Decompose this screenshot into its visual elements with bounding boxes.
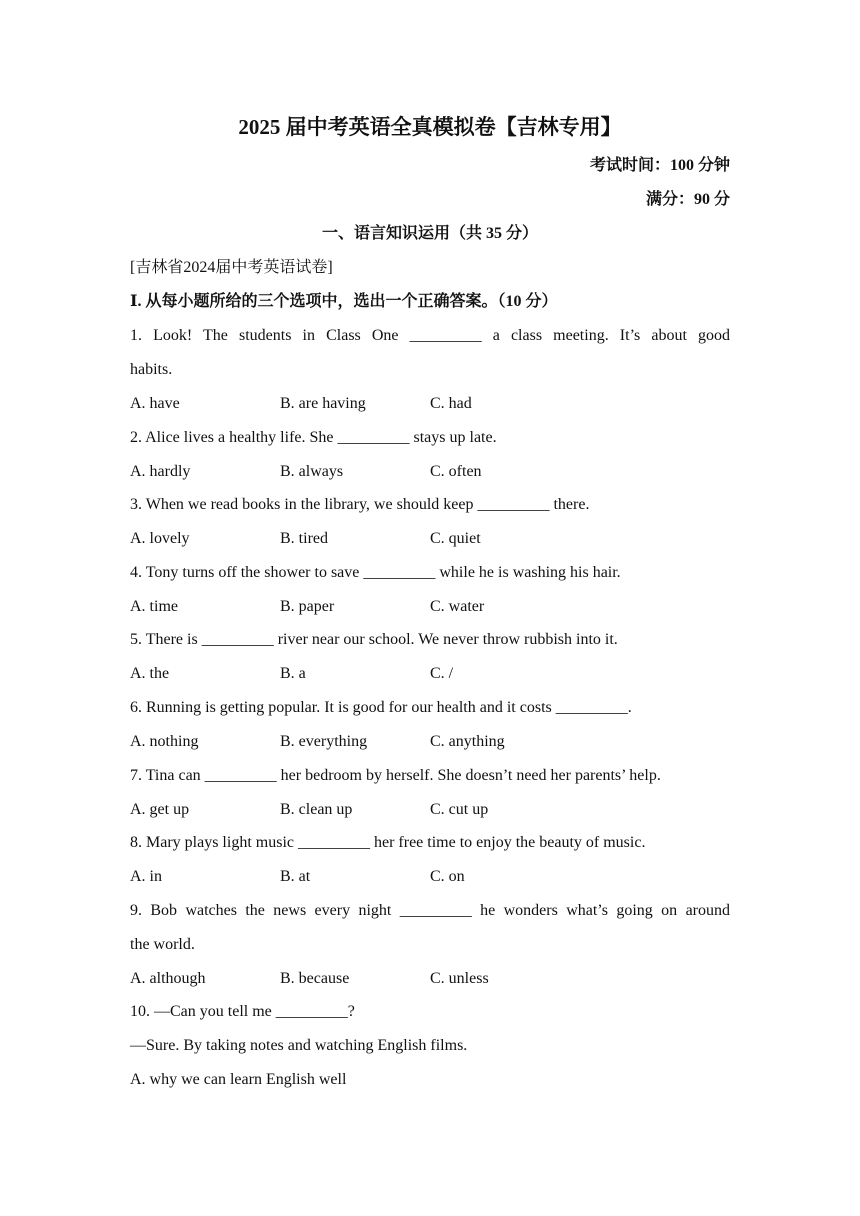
question-stem: 4. Tony turns off the shower to save _________ while he is washing his hair.: [130, 564, 621, 581]
source-note: [吉林省2024届中考英语试卷]: [130, 259, 333, 276]
option-c: C. quiet: [430, 530, 481, 547]
full-score: 满分：90 分: [645, 191, 730, 208]
option-c: C. cut up: [430, 801, 489, 818]
question-stem: 7. Tina can _________ her bedroom by herself. She doesn’t need her parents’ help.: [130, 767, 661, 784]
section-title: 一、语言知识运用（共 35 分）: [321, 225, 538, 242]
question-stem: 9. Bob watches the news every night _________ he wonders what’s going on around: [130, 902, 730, 919]
option-a: A. have: [130, 395, 180, 412]
question-stem-continued: the world.: [130, 936, 195, 953]
option-c: C. on: [430, 868, 465, 885]
dialogue-reply: —Sure. By taking notes and watching English films.: [130, 1037, 468, 1054]
exam-title: 2025 届中考英语全真模拟卷【吉林专用】: [238, 115, 622, 139]
option-b: B. always: [280, 463, 344, 480]
option-b: B. at: [280, 868, 311, 885]
option-c: C. /: [430, 665, 454, 682]
question-stem: 8. Mary plays light music _________ her free time to enjoy the beauty of music.: [130, 834, 646, 851]
option-c: C. water: [430, 598, 485, 615]
question-stem-continued: habits.: [130, 361, 173, 378]
option-b: B. a: [280, 665, 306, 682]
question-stem: 3. When we read books in the library, we should keep _________ there.: [130, 496, 590, 513]
option-a: A. although: [130, 970, 206, 987]
question-stem: 5. There is _________ river near our school. We never throw rubbish into it.: [130, 631, 618, 648]
option-b: B. everything: [280, 733, 368, 750]
option-c: C. had: [430, 395, 472, 412]
option-c: C. anything: [430, 733, 505, 750]
option-b: B. paper: [280, 598, 335, 615]
option-a: A. nothing: [130, 733, 199, 750]
option-b: B. tired: [280, 530, 328, 547]
option-a: A. lovely: [130, 530, 190, 547]
option-b: B. clean up: [280, 801, 353, 818]
option-c: C. often: [430, 463, 482, 480]
question-stem: 6. Running is getting popular. It is good for our health and it costs _________.: [130, 699, 632, 716]
option-a: A. why we can learn English well: [130, 1071, 347, 1088]
question-stem: 10. —Can you tell me _________?: [130, 1003, 355, 1020]
option-b: B. are having: [280, 395, 366, 412]
option-a: A. time: [130, 598, 178, 615]
question-stem: 1. Look! The students in Class One _________ a class meeting. It’s about good: [130, 327, 730, 344]
option-a: A. the: [130, 665, 170, 682]
exam-time: 考试时间：100 分钟: [589, 157, 730, 174]
option-b: B. because: [280, 970, 350, 987]
option-c: C. unless: [430, 970, 489, 987]
option-a: A. hardly: [130, 463, 191, 480]
option-a: A. get up: [130, 801, 190, 818]
question-stem: 2. Alice lives a healthy life. She _________ stays up late.: [130, 429, 497, 446]
option-a: A. in: [130, 868, 162, 885]
part-instruction: Ⅰ. 从每小题所给的三个选项中，选出一个正确答案。（10 分）: [130, 293, 558, 310]
